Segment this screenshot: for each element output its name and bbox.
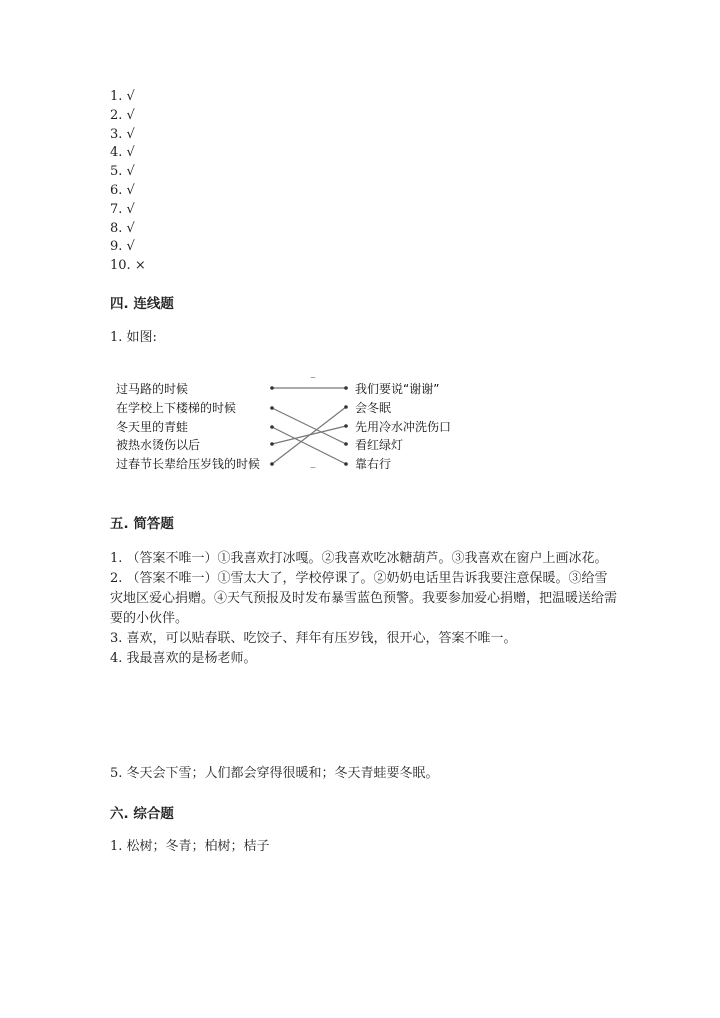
match-dot bbox=[344, 442, 348, 446]
match-dot bbox=[344, 405, 348, 409]
answer-line: 10. × bbox=[110, 258, 146, 274]
answer-line: 9. √ bbox=[110, 239, 135, 255]
true-false-answers bbox=[110, 88, 146, 276]
match-dot bbox=[270, 406, 274, 410]
matching-question: 1. 如图: bbox=[110, 330, 157, 345]
short-answer: 5. 冬天会下雪；人们都会穿得很暖和；冬天青蛙要冬眠。 bbox=[110, 766, 439, 781]
match-dot bbox=[344, 424, 348, 428]
answer-line: 2. √ bbox=[110, 107, 135, 123]
match-line bbox=[272, 408, 346, 444]
short-answer: 2. （答案不唯一）①雪太大了，学校停课了。②奶奶电话里告诉我要注意保暖。③给雪灾地区爱心捐赠。④天气预报及时发布暴雪蓝色预警。我要参加爱心捐赠，把温暖送给需要的小伙伴。 bbox=[110, 571, 618, 626]
answer-line: 8. √ bbox=[110, 220, 135, 236]
matching-figure bbox=[110, 370, 470, 474]
section-title-comprehensive: 六. 综合题 bbox=[110, 806, 174, 822]
match-right-item: 我们要说“谢谢” bbox=[355, 382, 440, 396]
match-line bbox=[272, 427, 346, 464]
match-dot bbox=[344, 386, 348, 390]
short-answer-block bbox=[110, 549, 620, 669]
match-dot bbox=[270, 442, 274, 446]
answer-line: 5. √ bbox=[110, 164, 135, 180]
match-dot bbox=[270, 386, 274, 390]
match-left-item: 在学校上下楼梯的时候 bbox=[116, 401, 237, 415]
dash-mark: – bbox=[310, 460, 316, 474]
match-line bbox=[272, 426, 346, 444]
answer-line: 4. √ bbox=[110, 145, 135, 161]
match-left-item: 冬天里的青蛙 bbox=[116, 420, 189, 434]
short-answer: 4. 我最喜欢的是杨老师。 bbox=[110, 651, 257, 666]
answer-line: 1. √ bbox=[110, 89, 135, 104]
comprehensive-answer: 1. 松树；冬青；柏树；桔子 bbox=[110, 839, 270, 854]
match-dot bbox=[270, 425, 274, 429]
section-title-matching: 四. 连线题 bbox=[110, 296, 174, 312]
match-left-item: 被热水烫伤以后 bbox=[116, 438, 201, 452]
match-right-item: 看红绿灯 bbox=[355, 438, 404, 452]
match-left-item: 过马路的时候 bbox=[116, 382, 189, 396]
answer-line: 7. √ bbox=[110, 201, 135, 217]
dash-mark: – bbox=[310, 370, 316, 384]
short-answer: 3. 喜欢，可以贴春联、吃饺子、拜年有压岁钱，很开心，答案不唯一。 bbox=[110, 631, 517, 646]
match-dot bbox=[344, 462, 348, 466]
short-answer: 1. （答案不唯一）①我喜欢打冰嘎。②我喜欢吃冰糖葫芦。③我喜欢在窗户上画冰花。 bbox=[110, 551, 608, 566]
answer-line: 3. √ bbox=[110, 126, 135, 142]
match-right-item: 先用冷水冲洗伤口 bbox=[355, 420, 452, 434]
answer-line: 6. √ bbox=[110, 182, 135, 198]
match-right-item: 会冬眠 bbox=[355, 401, 392, 415]
match-right-item: 靠右行 bbox=[355, 457, 392, 471]
section-title-short-answer: 五. 简答题 bbox=[110, 516, 174, 532]
match-dot bbox=[270, 462, 274, 466]
match-left-item: 过春节长辈给压岁钱的时候 bbox=[116, 457, 261, 471]
